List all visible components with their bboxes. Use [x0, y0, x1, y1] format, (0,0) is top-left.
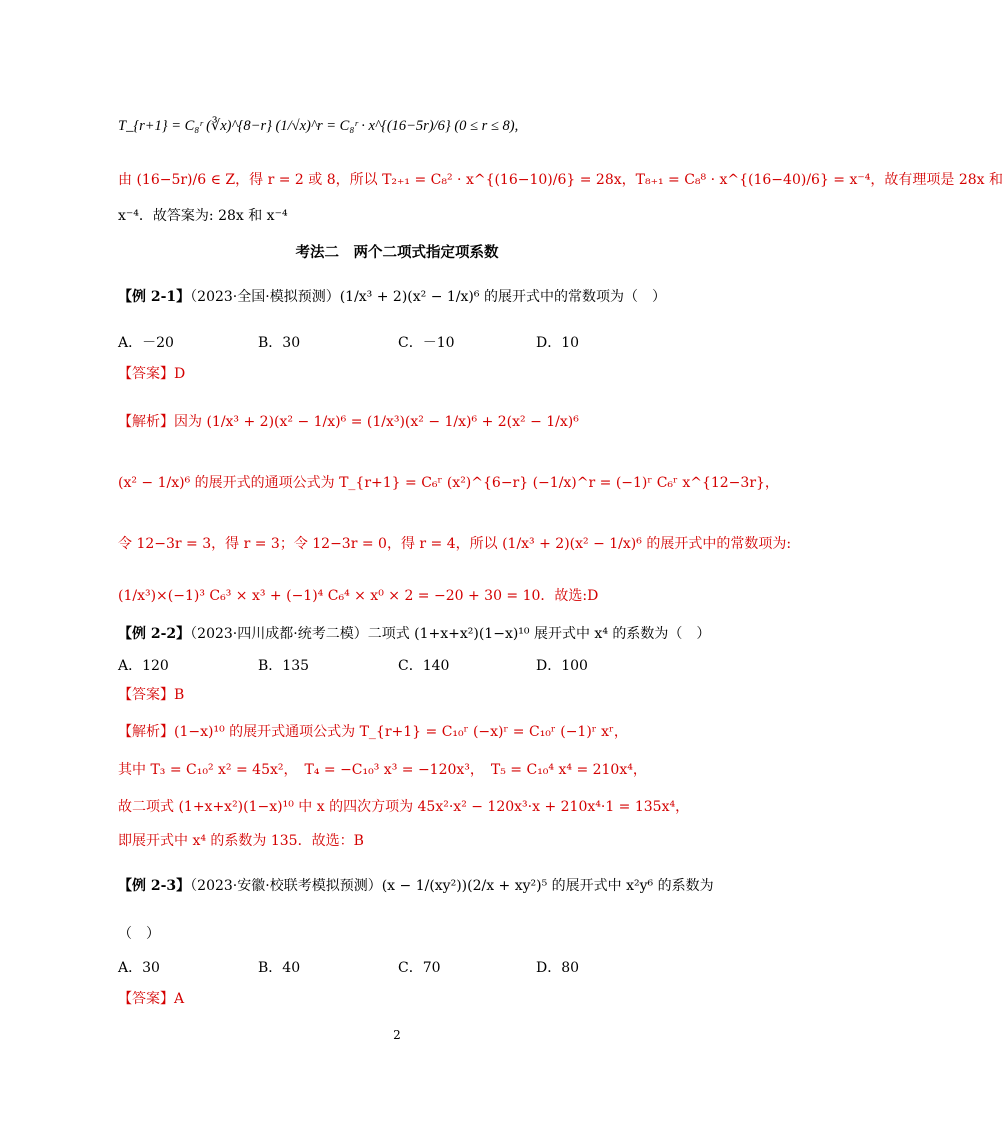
ex21-answer: 【答案】D — [118, 366, 186, 382]
ex22-option-a: A．120 — [118, 658, 169, 674]
ex22-option-d: D．100 — [536, 658, 588, 674]
ex21-option-a: A．－20 — [118, 335, 174, 351]
section-title: 考法二 两个二项式指定项系数 — [295, 244, 499, 261]
ex22-tag: 【例 2-2】 — [118, 626, 191, 642]
ex23-blank: （ ） — [118, 926, 160, 942]
ex23-option-d: D．80 — [536, 960, 580, 976]
ex23-source: （2023·安徽·校联考模拟预测） — [190, 878, 382, 894]
ex21-solution-4: (1/x³)×(−1)³ C₆³ × x³ + (−1)⁴ C₆⁴ × x⁰ × 2 = −20 + 30 = 10．故选:D — [118, 588, 599, 604]
ex21-source: （2023·全国·模拟预测） — [190, 289, 340, 305]
ex22-option-c: C．140 — [398, 658, 450, 674]
text-line-3: x⁻⁴．故答案为: 28x 和 x⁻⁴ — [118, 208, 288, 224]
ex23-option-b: B．40 — [258, 960, 301, 976]
ex21-solution-3: 令 12−3r = 3，得 r = 3；令 12−3r = 0，得 r = 4，所以 (1/x³ + 2)(x² − 1/x)⁶ 的展开式中的常数项为: — [118, 536, 792, 552]
ex22-answer: 【答案】B — [118, 687, 185, 703]
text-line-2: 由 (16−5r)/6 ∈ Z，得 r = 2 或 8，所以 T₂₊₁ = C₈² · x^{(16−10)/6} = 28x，T₈₊₁ = C₈⁸ · x^{(16−40)/6} = x⁻⁴，故有理项是 28x 和 — [118, 172, 1003, 188]
ex22-source: （2023·四川成都·统考二模） — [190, 626, 368, 642]
ex23-option-a: A．30 — [118, 960, 160, 976]
ex23-stem-line — [118, 876, 714, 896]
ex21-tag: 【例 2-1】 — [118, 289, 191, 305]
ex21-option-d: D．10 — [536, 335, 580, 351]
ex23-stem: (x − 1/(xy²))(2/x + xy²)⁵ 的展开式中 x²y⁶ 的系数为 — [381, 878, 714, 894]
ex22-solution-2: 其中 T₃ = C₁₀² x² = 45x²， T₄ = −C₁₀³ x³ = −120x³， T₅ = C₁₀⁴ x⁴ = 210x⁴， — [118, 762, 647, 778]
ex22-solution-4: 即展开式中 x⁴ 的系数为 135．故选：B — [118, 833, 364, 849]
ex22-stem-line — [118, 624, 710, 644]
ex22-option-b: B．135 — [258, 658, 310, 674]
page-number: 2 — [393, 1028, 401, 1042]
ex21-option-b: B．30 — [258, 335, 301, 351]
ex23-option-c: C．70 — [398, 960, 441, 976]
formula-line-1: T_{r+1} = C₈ʳ (∛x)^{8−r} (1/√x)^r = C₈ʳ · x^{(16−5r)/6} (0 ≤ r ≤ 8), — [118, 118, 519, 134]
ex23-tag: 【例 2-3】 — [118, 878, 191, 894]
ex21-stem-line — [118, 287, 666, 307]
ex21-solution-2: (x² − 1/x)⁶ 的展开式的通项公式为 T_{r+1} = C₆ʳ (x²)^{6−r} (−1/x)^r = (−1)ʳ C₆ʳ x^{12−3r}， — [118, 475, 779, 491]
ex22-solution-3: 故二项式 (1+x+x²)(1−x)¹⁰ 中 x 的四次方项为 45x²·x² − 120x³·x + 210x⁴·1 = 135x⁴， — [118, 799, 690, 815]
ex22-stem: 二项式 (1+x+x²)(1−x)¹⁰ 展开式中 x⁴ 的系数为（ ） — [367, 626, 711, 642]
ex21-stem: (1/x³ + 2)(x² − 1/x)⁶ 的展开式中的常数项为（ ） — [339, 289, 666, 305]
ex23-answer: 【答案】A — [118, 991, 185, 1007]
ex22-solution-1: 【解析】(1−x)¹⁰ 的展开式通项公式为 T_{r+1} = C₁₀ʳ (−x)ʳ = C₁₀ʳ (−1)ʳ xʳ， — [118, 724, 628, 740]
ex21-option-c: C．－10 — [398, 335, 455, 351]
ex21-solution-1: 【解析】因为 (1/x³ + 2)(x² − 1/x)⁶ = (1/x³)(x² − 1/x)⁶ + 2(x² − 1/x)⁶ — [118, 414, 579, 430]
